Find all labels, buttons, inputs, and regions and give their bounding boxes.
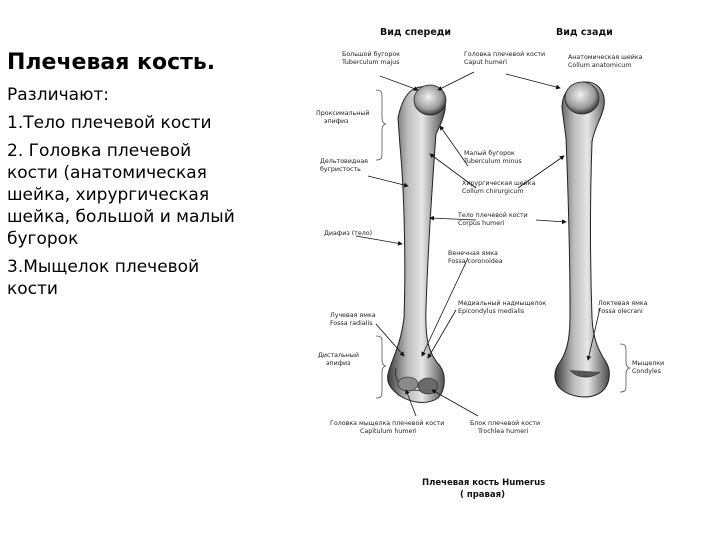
- list-item-3: 3.Мыщелок плечевой кости: [7, 257, 200, 299]
- list-item-1: 1.Тело плечевой кости: [7, 113, 212, 133]
- back-bone: [555, 82, 609, 397]
- label-fossa-olecrani: Локтевая ямка Fossa olecrani: [598, 300, 648, 315]
- figure-caption-line2: ( правая): [460, 490, 505, 500]
- list-item-2: 2. Головка плечевой кости (анатомическая шейка, хирургическая шейка, большой и малый бугорок: [7, 141, 235, 249]
- label-epicondylus-medialis: Медиальный надмыщелок Epicondylus medialis: [458, 300, 547, 315]
- view-front-label: Вид спереди: [380, 27, 452, 38]
- label-diaphysis: Диафиз (тело): [324, 230, 373, 237]
- label-tuberculum-minus: Малый бугорок Tuberculum minus: [464, 150, 522, 165]
- label-distal-epiphysis: Дистальный эпифиз: [318, 352, 359, 367]
- figure-caption-line1: Плечевая кость Humerus: [422, 478, 546, 488]
- label-capitulum-humeri: Головка мыщелка плечевой кости Capitulum humeri: [330, 420, 445, 435]
- label-deltoid-tuberosity: Дельтовидная бугристость: [320, 158, 368, 173]
- label-condyles: Мыщелки Condyles: [632, 360, 665, 375]
- front-bone: [388, 85, 446, 402]
- label-tuberculum-majus: Большой бугорок Tuberculum majus: [342, 51, 401, 66]
- label-caput-humeri: Головка плечевой кости Caput humeri: [464, 51, 546, 66]
- label-collum-anatomicum: Анатомическая шейка Collum anatomicum: [568, 54, 643, 69]
- intro-text: Различают:: [7, 85, 110, 105]
- label-fossa-coronoidea: Венечная ямка Fossa coronoidea: [448, 250, 503, 265]
- humerus-figure: [300, 18, 720, 510]
- view-back-label: Вид сзади: [556, 27, 613, 38]
- label-fossa-radialis: Лучевая ямка Fossa radialis: [330, 312, 376, 327]
- slide-title: Плечевая кость.: [7, 50, 216, 75]
- label-trochlea-humeri: Блок плечевой кости Trochlea humeri: [470, 420, 541, 435]
- text-column: [7, 48, 239, 306]
- label-collum-chirurgicum: Хирургическая шейка Collum chirurgicum: [462, 180, 536, 195]
- humerus-illustration: [300, 18, 720, 510]
- label-corpus-humeri: Тело плечевой кости Corpus humeri: [458, 212, 528, 227]
- label-proximal-epiphysis: Проксимальный эпифиз: [316, 110, 370, 125]
